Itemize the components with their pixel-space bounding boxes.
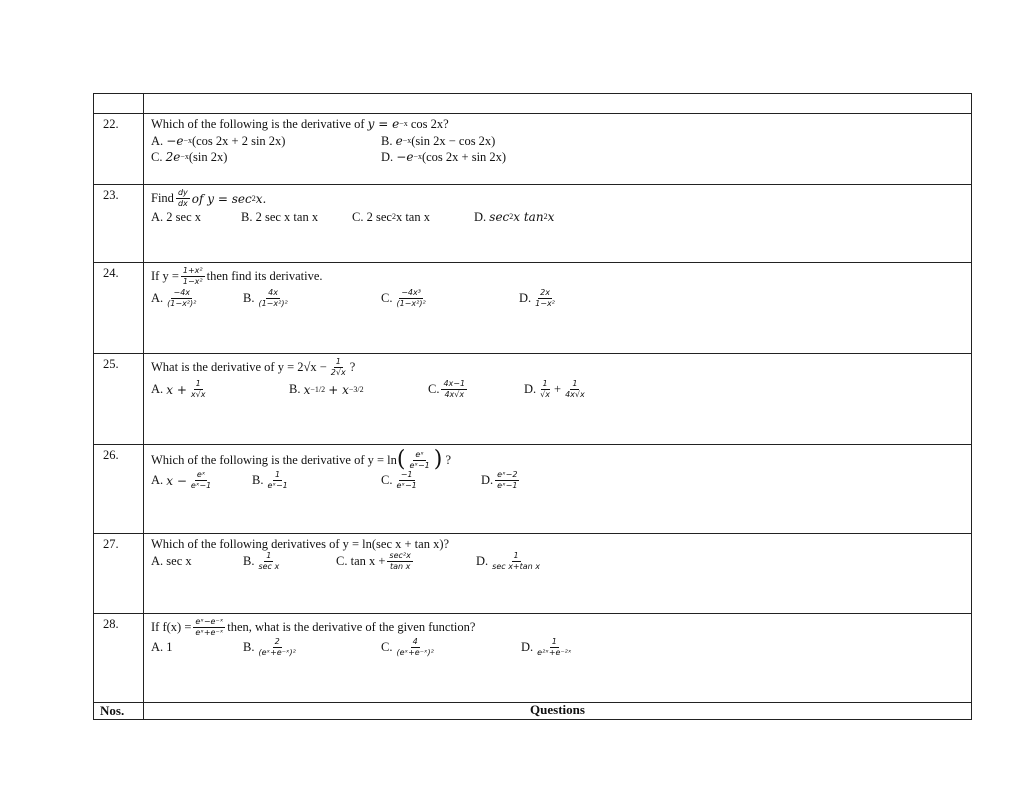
stem-math: x. (255, 191, 267, 206)
option-letter: B. (252, 473, 264, 488)
option-d (481, 471, 521, 490)
option-fraction (490, 552, 542, 571)
option-letter: A. (151, 210, 164, 224)
option-math: x (303, 382, 311, 397)
question-content (144, 354, 972, 445)
fraction-denominator: x√x (190, 390, 206, 399)
options-line (151, 135, 971, 148)
options-line (151, 552, 971, 571)
option-exponent: −3/2 (348, 384, 364, 394)
stem-fraction (329, 358, 348, 377)
fraction-numerator: 4x−1 (443, 379, 466, 388)
question-sheet (93, 93, 972, 718)
option-exponent: 2 (509, 212, 514, 222)
question-content (144, 114, 972, 185)
table-header-row (94, 703, 972, 720)
stem-fraction (407, 451, 431, 470)
option-fraction (256, 552, 281, 571)
fraction-numerator: eˣ (415, 449, 424, 459)
option-fraction (165, 289, 198, 308)
stem-text: Which of the following derivatives of y = ln(sec x + tan x)? (151, 537, 450, 551)
option-fraction (535, 638, 573, 657)
question-content (144, 445, 972, 534)
option-text: 2 sec (366, 210, 392, 224)
option-letter: D. (476, 553, 489, 568)
options-line (151, 211, 971, 224)
fraction-denominator: 1−x² (535, 299, 555, 308)
question-row (94, 534, 972, 614)
option-fraction (189, 380, 208, 399)
option-d (519, 289, 559, 308)
option-a (151, 380, 289, 399)
option-math: x − (166, 473, 187, 488)
option-math: −e (396, 150, 414, 165)
question-number: 27. (94, 534, 144, 614)
option-fraction (394, 471, 418, 490)
question-content (144, 263, 972, 354)
option-b (289, 383, 428, 396)
fraction-numerator: 1 (513, 550, 519, 560)
option-exponent: 2 (391, 212, 396, 222)
question-stem (151, 189, 971, 208)
stem-text: ? (445, 452, 452, 467)
question-stem (151, 358, 971, 377)
fraction-numerator: −1 (400, 470, 413, 479)
fraction-denominator: √x (540, 390, 550, 399)
fraction-denominator: (eˣ+e⁻ˣ)² (258, 648, 296, 657)
fraction-denominator: sec x+tan x (492, 561, 541, 571)
option-b (241, 211, 352, 224)
options-line (151, 151, 971, 164)
option-letter: A. (151, 640, 164, 655)
table-blank-row (94, 94, 972, 114)
fraction-denominator: tan x (389, 561, 411, 571)
option-letter: C. (336, 553, 348, 568)
options-line (151, 380, 971, 399)
question-number: 22. (94, 114, 144, 185)
option-a (151, 555, 243, 568)
option-fraction (563, 380, 587, 399)
question-row (94, 263, 972, 354)
fraction-numerator: eˣ (196, 470, 206, 479)
question-row (94, 614, 972, 703)
left-paren: ( (396, 447, 406, 472)
option-text: tan x + (350, 553, 386, 568)
option-d (521, 638, 575, 657)
blank-question-cell (144, 94, 972, 114)
option-exponent: −x (413, 152, 422, 162)
fraction-denominator: (1−x²)² (167, 299, 197, 308)
fraction-numerator: 1 (542, 379, 548, 388)
option-fraction (256, 638, 297, 657)
fraction-denominator: sec x (258, 561, 280, 571)
option-letter: A. (151, 553, 164, 568)
fraction-numerator: 1 (275, 470, 281, 479)
option-exponent: −x (180, 152, 189, 162)
questions-table (93, 93, 972, 720)
option-fraction (265, 471, 289, 490)
option-letter: B. (381, 133, 393, 148)
question-stem (151, 538, 971, 551)
option-c (381, 638, 521, 657)
stem-text: then find its derivative. (206, 269, 323, 284)
option-a (151, 135, 381, 148)
option-fraction (189, 471, 213, 490)
option-c (151, 151, 381, 164)
option-fraction (394, 638, 435, 657)
option-math: sec (489, 210, 510, 225)
option-letter: C. (428, 382, 440, 397)
fraction-denominator: 1−x² (182, 277, 203, 286)
option-letter: D. (521, 640, 534, 655)
option-a (151, 641, 243, 654)
fraction-denominator: 2√x (330, 368, 346, 377)
fraction-numerator: 2 (274, 637, 280, 646)
fraction-numerator: eˣ−2 (497, 470, 518, 479)
option-fraction (533, 289, 557, 308)
option-math: x tan (513, 210, 544, 225)
question-number: 28. (94, 614, 144, 703)
option-fraction (538, 380, 552, 399)
option-text: sec x (166, 553, 192, 568)
option-fraction (394, 289, 427, 308)
question-row (94, 354, 972, 445)
option-letter: C. (381, 291, 393, 306)
option-c (381, 289, 519, 308)
questions-header: Questions (144, 703, 972, 720)
fraction-numerator: 1 (335, 357, 341, 366)
option-text: 2 sec x tan x (255, 210, 319, 224)
fraction-denominator: dx (177, 199, 188, 208)
question-number: 25. (94, 354, 144, 445)
stem-fraction (181, 267, 205, 286)
option-math: + x (328, 382, 349, 397)
option-b (252, 471, 381, 490)
fraction-numerator: −4x³ (401, 288, 421, 297)
option-fraction (495, 471, 519, 490)
options-line (151, 289, 971, 308)
fraction-denominator: 4x√x (565, 390, 585, 399)
fraction-denominator: eˣ−1 (267, 481, 288, 490)
options-line (151, 471, 971, 490)
option-letter: A. (151, 133, 164, 148)
stem-text: What is the derivative of y = 2√x − (151, 360, 327, 375)
option-letter: A. (151, 291, 164, 306)
nos-header: Nos. (94, 703, 144, 720)
question-row (94, 445, 972, 534)
option-text: (cos 2x + 2 sin 2x) (191, 133, 286, 148)
option-b (243, 552, 336, 571)
option-d (381, 151, 506, 164)
question-number: 24. (94, 263, 144, 354)
option-letter: B. (241, 210, 253, 224)
stem-text: Which of the following is the derivative of (151, 117, 365, 131)
fraction-denominator: eˣ−1 (409, 460, 430, 470)
option-a (151, 471, 252, 490)
option-text: (sin 2x − cos 2x) (411, 133, 496, 148)
option-math: 2e (165, 150, 181, 165)
question-stem (151, 118, 971, 131)
option-exponent: 2 (543, 212, 548, 222)
option-letter: B. (243, 553, 255, 568)
option-letter: C. (381, 473, 393, 488)
options-line (151, 638, 971, 657)
option-letter: D. (474, 210, 487, 224)
fraction-denominator: (1−x²)² (258, 299, 288, 308)
stem-fraction (193, 618, 225, 637)
option-fraction (387, 552, 412, 571)
fraction-numerator: 1+x² (182, 266, 203, 275)
option-c (381, 471, 481, 490)
option-a (151, 289, 243, 308)
question-number: 26. (94, 445, 144, 534)
fraction-denominator: e²ˣ+e⁻²ˣ (537, 648, 572, 657)
fraction-numerator: eˣ−e⁻ˣ (195, 617, 224, 626)
question-row (94, 185, 972, 263)
fraction-numerator: 1 (551, 637, 557, 646)
question-number: 23. (94, 185, 144, 263)
option-text: + (554, 382, 562, 397)
fraction-numerator: 4 (412, 637, 418, 646)
option-text: 2 sec x (166, 210, 201, 224)
stem-text: If y = (151, 269, 179, 284)
stem-exponent: −x (399, 119, 408, 129)
option-letter: B. (243, 291, 255, 306)
stem-text: ? (349, 360, 356, 375)
question-stem (151, 449, 971, 471)
question-content (144, 185, 972, 263)
fraction-denominator: eˣ−1 (396, 481, 417, 490)
option-exponent: −1/2 (310, 384, 326, 394)
stem-text: If f(x) = (151, 620, 192, 635)
option-letter: D. (481, 473, 494, 488)
fraction-denominator: 4x√x (444, 390, 465, 399)
option-c (428, 380, 524, 399)
stem-text: Find (151, 191, 174, 206)
option-exponent: −x (183, 135, 192, 145)
option-text: (cos 2x + sin 2x) (421, 150, 507, 164)
fraction-denominator: eˣ−1 (190, 481, 212, 490)
stem-math: y = e (367, 117, 400, 132)
fraction-numerator: 1 (195, 379, 201, 388)
fraction-denominator: (eˣ+e⁻ˣ)² (396, 648, 434, 657)
option-letter: C. (352, 210, 364, 224)
option-math: −e (166, 133, 184, 148)
option-fraction (256, 289, 289, 308)
option-fraction (441, 380, 467, 399)
option-letter: B. (289, 382, 301, 397)
stem-text: Which of the following is the derivative of y = ln (151, 452, 397, 467)
fraction-numerator: dy (177, 188, 188, 197)
stem-exponent: 2 (251, 193, 256, 203)
fraction-numerator: 4x (268, 288, 278, 297)
stem-text: then, what is the derivative of the given function? (227, 620, 476, 635)
question-row (94, 114, 972, 185)
option-d (474, 211, 554, 224)
fraction-denominator: eˣ+e⁻ˣ (195, 628, 224, 637)
question-stem (151, 618, 971, 637)
option-c (336, 552, 476, 571)
option-letter: D. (519, 291, 532, 306)
option-c (352, 211, 474, 224)
option-d (524, 380, 589, 399)
option-letter: C. (151, 150, 163, 164)
option-b (243, 638, 381, 657)
right-paren: ) (433, 447, 443, 472)
stem-math: of y = sec (191, 191, 252, 206)
fraction-denominator: eˣ−1 (497, 481, 518, 490)
option-letter: D. (381, 150, 394, 164)
question-content (144, 534, 972, 614)
option-letter: A. (151, 473, 164, 488)
blank-number-cell (94, 94, 144, 114)
question-content (144, 614, 972, 703)
option-math: x + (166, 382, 187, 397)
fraction-numerator: sec²x (389, 550, 411, 560)
stem-text: cos 2x? (410, 117, 449, 131)
option-letter: D. (524, 382, 537, 397)
option-b (243, 289, 381, 308)
fraction-numerator: −4x (173, 288, 191, 297)
fraction-numerator: 1 (572, 379, 578, 388)
option-letter: C. (381, 640, 393, 655)
option-d (476, 552, 544, 571)
option-exponent: −x (402, 135, 412, 145)
option-text: 1 (166, 640, 173, 655)
fraction-numerator: 1 (266, 550, 272, 560)
option-b (381, 135, 495, 148)
option-letter: A. (151, 382, 164, 397)
option-math: x (547, 210, 555, 225)
stem-fraction (176, 189, 190, 208)
option-math: e (395, 133, 403, 148)
option-letter: B. (243, 640, 255, 655)
question-stem (151, 267, 971, 286)
fraction-numerator: 2x (540, 288, 550, 297)
fraction-denominator: (1−x²)² (396, 299, 426, 308)
option-text: x tan x (395, 210, 430, 224)
option-text: (sin 2x) (188, 150, 228, 164)
option-a (151, 211, 241, 224)
